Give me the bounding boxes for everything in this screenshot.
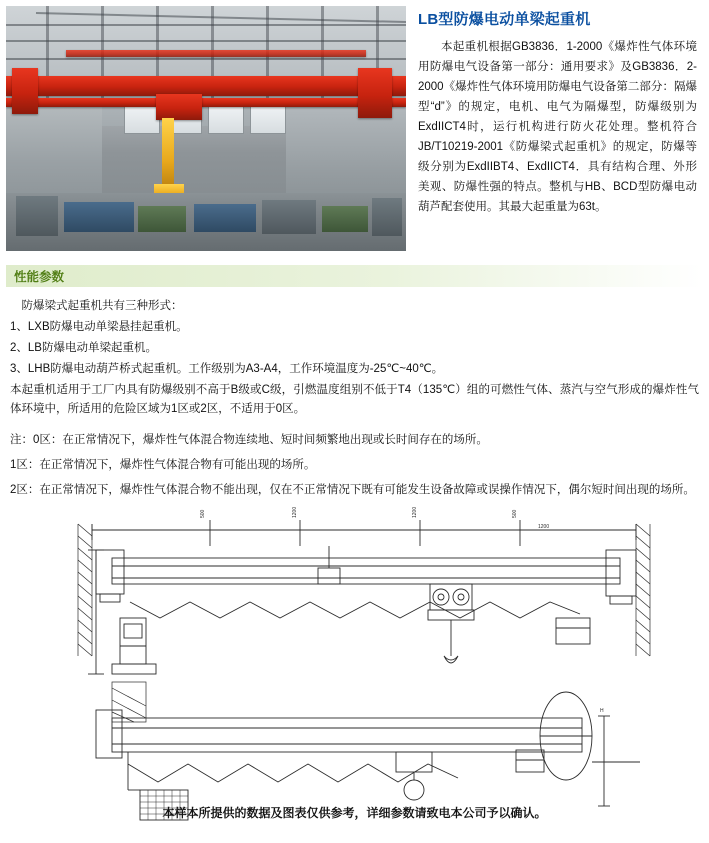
photo-background [6, 6, 406, 251]
body-line-1: 1、LXB防爆电动单梁悬挂起重机。 [10, 321, 188, 333]
crane-girder-lower [6, 98, 406, 107]
svg-text:500: 500 [200, 509, 206, 518]
page-title: LB型防爆电动单梁起重机 [418, 11, 591, 28]
svg-text:1200: 1200 [292, 506, 298, 518]
note-zone-1: 1区：在正常情况下，爆炸性气体混合物有可能出现的场所。 [10, 459, 316, 471]
body-line-3: 3、LHB防爆电动葫芦桥式起重机。工作级别为A3-A4，工作环境温度为-25℃~40℃。 [10, 363, 444, 375]
svg-text:1200: 1200 [412, 506, 418, 518]
zone-notes [10, 431, 699, 500]
note-zone-0: 注：0区：在正常情况下，爆炸性气体混合物连续地、短时间频繁地出现或长时间存在的场所。 [10, 434, 488, 446]
crane-outline-drawing [0, 506, 709, 836]
footer-disclaimer: 本样本所提供的数据及图表仅供参考，详细参数请致电本公司予以确认。 [162, 806, 547, 820]
performance-body [0, 287, 709, 500]
body-line-0: 防爆梁式起重机共有三种形式： [21, 300, 183, 312]
note-zone-2: 2区：在正常情况下，爆炸性气体混合物不能出现，仅在不正常情况下既有可能发生设备故障或误操作情况下，偶尔短时间出现的场所。 [10, 484, 695, 496]
body-line-4: 本起重机适用于工厂内具有防爆级别不高于B级或C级，引燃温度组别不低于T4（135℃）组的可燃性气体、蒸汽与空气形成的爆炸性气体环境中，所适用的危险区域为1区或2区，不适用于0区。 [10, 384, 699, 415]
body-line-2: 2、LB防爆电动单梁起重机。 [10, 342, 157, 354]
svg-text:H: H [600, 708, 604, 714]
intro-paragraph: 本起重机根据GB3836．1-2000《爆炸性气体环境用防爆电气设备第一部分：通用要求》及GB3836．2-2000《爆炸性气体环境用防爆电气设备第二部分：隔爆型“d”》的规定，电机、电气为隔爆型，防爆级别为ExdIICT4时，运行机构进行防火花处理。整机符合JB/T10219-2001《防爆梁式起重机》的规定，防爆等级分别为ExdIIBT4、ExdIICT4．具有结构合理、外形美观、防爆性强的特点。整机与HB、BCD型防爆电动葫芦配套使用。其最大起重量为63t。 [418, 41, 697, 213]
product-photo [6, 6, 406, 251]
section-title: 性能参数 [14, 270, 65, 284]
crane-hoist-block [162, 118, 174, 190]
svg-text:1200: 1200 [538, 524, 550, 530]
crane-main-girder [6, 76, 406, 96]
intro-text-block [406, 6, 701, 217]
section-header-performance [6, 265, 703, 287]
svg-text:500: 500 [512, 509, 518, 518]
dimension-drawing [0, 506, 709, 836]
header-section [0, 0, 709, 251]
